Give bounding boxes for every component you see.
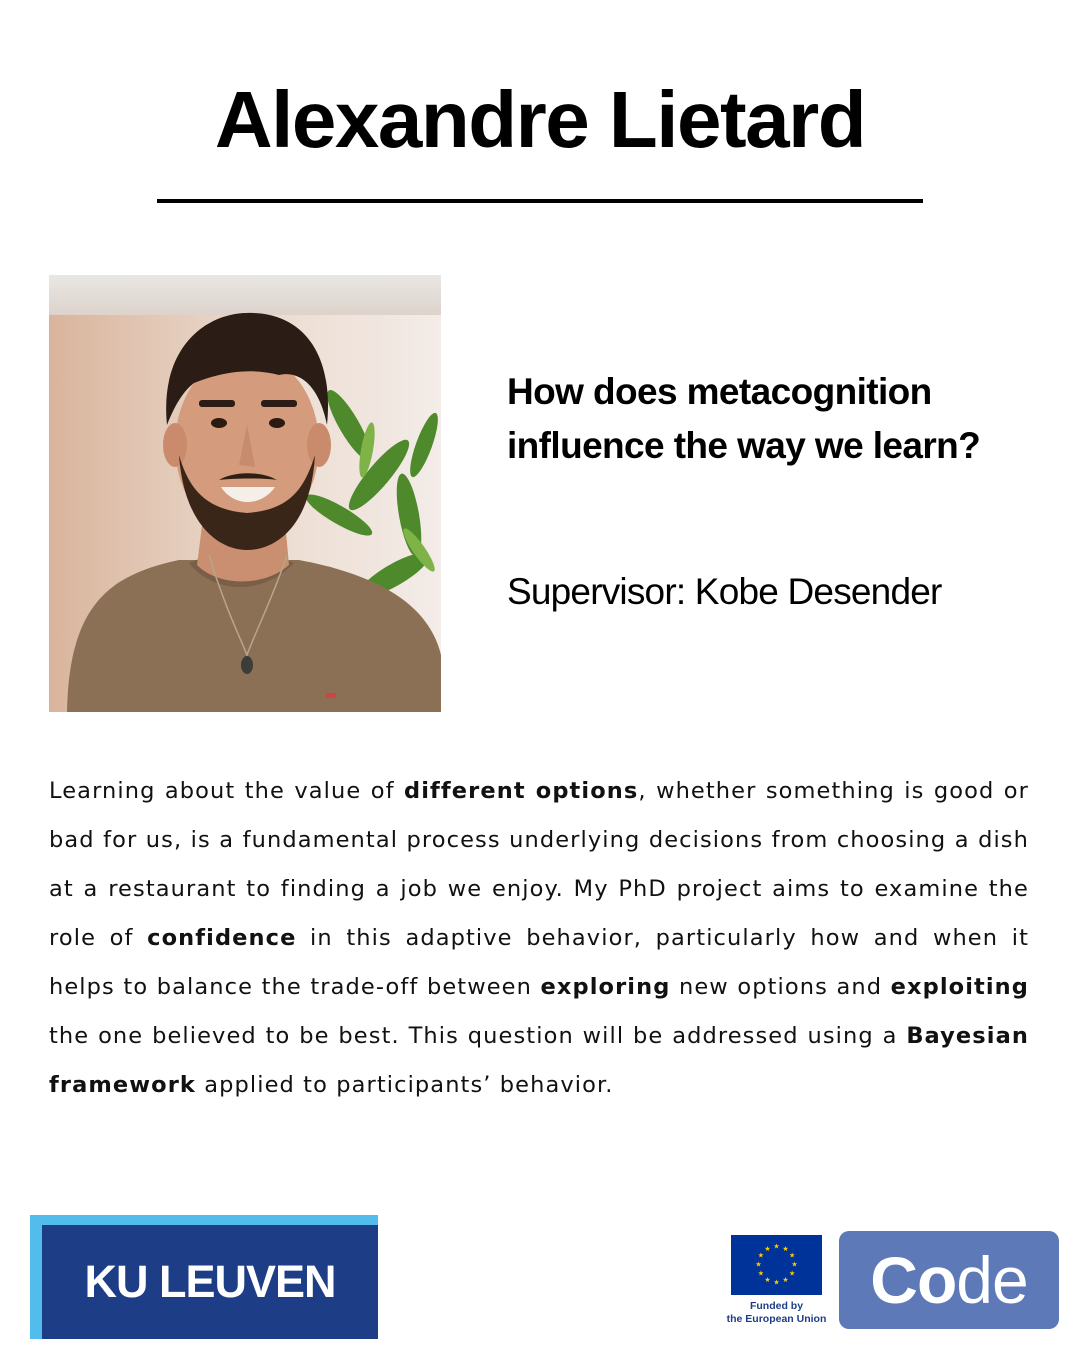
svg-text:★: ★ bbox=[782, 1276, 789, 1285]
svg-text:★: ★ bbox=[791, 1260, 798, 1269]
svg-text:★: ★ bbox=[764, 1244, 771, 1253]
ku-leuven-logo bbox=[30, 1215, 378, 1339]
eu-flag-icon bbox=[731, 1235, 822, 1295]
code-logo bbox=[839, 1231, 1059, 1329]
research-question: How does metacognition influence the way we learn? bbox=[507, 371, 981, 466]
eu-caption-line-1: Funded by bbox=[749, 1300, 804, 1312]
ku-leuven-wordmark: KU LEUVEN bbox=[84, 1256, 336, 1307]
svg-text:★: ★ bbox=[788, 1269, 796, 1278]
svg-text:★: ★ bbox=[757, 1269, 765, 1278]
svg-text:★: ★ bbox=[788, 1251, 796, 1260]
desc-text: the one believed to be best. This question will be addressed using a bbox=[49, 1023, 907, 1049]
desc-text: new options and bbox=[670, 974, 891, 1000]
page-title: Alexandre Lietard bbox=[214, 75, 866, 164]
svg-text:★: ★ bbox=[755, 1260, 762, 1269]
desc-text: Learning about the value of bbox=[49, 778, 405, 804]
portrait-photo bbox=[49, 275, 441, 712]
desc-bold-different-options: different options bbox=[404, 778, 639, 804]
desc-bold-bayesian-framework: Bayesian framework bbox=[49, 1023, 1029, 1098]
ku-leuven-accent-left bbox=[30, 1215, 42, 1339]
code-logo-bold: Co bbox=[870, 1243, 957, 1317]
svg-text:★: ★ bbox=[764, 1276, 771, 1285]
desc-bold-exploring: exploring bbox=[540, 974, 671, 1000]
desc-text: in this adaptive behavior, particularly how and when it helps to balance the trade-off between bbox=[49, 925, 1029, 1000]
eu-caption-line-2: the European Union bbox=[726, 1313, 827, 1325]
svg-text:★: ★ bbox=[773, 1278, 780, 1287]
desc-text: applied to participants’ behavior. bbox=[195, 1072, 614, 1098]
title-divider bbox=[157, 199, 923, 203]
svg-text:★: ★ bbox=[773, 1242, 780, 1251]
project-description bbox=[49, 767, 1029, 1110]
ku-leuven-accent-top bbox=[30, 1215, 378, 1225]
eu-funding-caption bbox=[716, 1300, 837, 1326]
desc-bold-confidence: confidence bbox=[147, 925, 297, 951]
desc-text: , whether something is good or bad for us, is a fundamental process underlying decisions from choosing a dish at a restaurant to finding a job we enjoy. My PhD project aims to examine the role of bbox=[49, 778, 1029, 951]
desc-bold-exploiting: exploiting bbox=[890, 974, 1029, 1000]
supervisor-label: Supervisor: Kobe Desender bbox=[507, 571, 942, 612]
svg-text:★: ★ bbox=[782, 1244, 789, 1253]
code-logo-light: de bbox=[956, 1243, 1028, 1317]
svg-text:★: ★ bbox=[757, 1251, 765, 1260]
